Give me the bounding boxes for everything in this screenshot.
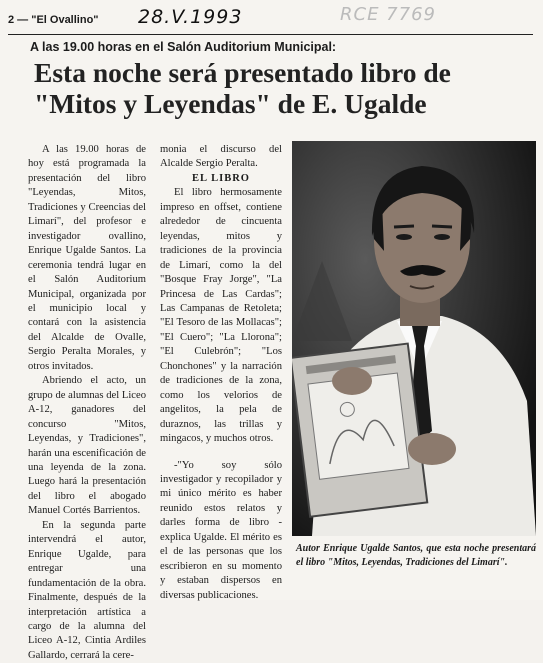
paragraph: El libro hermosamente impreso en offset, contiene alrededor de cincuenta leyendas, mitos y tradiciones de la provincia de Limarí, como la del "Bosque Fray Jorge", "La Princesa de Las Cardas"; Las Campanas de Retoleta; "El Tesoro de las Mollacas"; "El Cuero"; "La Llorona"; "El Culebrón"; "Los Chonchones" y la narración de tradiciones de la zona, como los velorios de angelitos, la pela de duraznos, las trillas y mingacos, y muchos otros. [160, 187, 282, 445]
text-column-2 [160, 143, 282, 603]
text-column-1 [28, 143, 146, 663]
handwritten-archive-code: RCE 7769 [340, 4, 436, 25]
paragraph: En la segunda parte intervendrá el autor, Enrique Ugalde, para entregar una fundamentación de la obra. Finalmente, después de la interpretación artística a cargo de la alumna del Liceo A-12, Cintia Ardiles Gallardo, cerrará la cere- [28, 519, 146, 661]
article-headline: Esta noche será presentado libro de "Mitos y Leyendas" de E. Ugalde [34, 57, 451, 119]
photo-caption: Autor Enrique Ugalde Santos, que esta noche presentará el libro "Mitos, Leyendas, Tradiciones del Limarí". [296, 543, 536, 568]
author-photo [292, 141, 536, 536]
paragraph: -"Yo soy sólo investigador y recopilador y mi único mérito es haber reunido estos relatos y darles forma de libro -explica Ugalde. El mérito es el de las personas que los escribieron en su momento y estaban dispersos en diversas publicaciones. [160, 459, 282, 601]
section-subhead: EL LIBRO [192, 172, 250, 184]
header-rule [8, 34, 533, 35]
author-photo-illustration [292, 141, 536, 536]
paragraph: monia el discurso del Alcalde Sergio Peralta. [160, 144, 282, 170]
paragraph: A las 19.00 horas de hoy está programada la presentación del libro "Leyendas, Mitos, Tradiciones y Creencias del Limarí", del profesor e investigador ovallino, Enrique Ugalde Santos. La ceremonia tendrá lugar en el Salón Auditorium Municipal, organizada por el municipio local y contará con la asistencia del Alcalde de Ovalle, Sergio Peralta Morales, y otros invitados. [28, 144, 146, 372]
page-label: 2 — "El Ovallino" [8, 14, 99, 26]
paragraph: Abriendo el acto, un grupo de alumnas del Liceo A-12, ganadores del concurso "Mitos, Leyendas, y Tradiciones", harán una escenificación de una leyenda de la zona. Luego hará la presentación del libro el abogado Manuel Cortés Barrientos. [28, 375, 146, 517]
handwritten-date: 28.V.1993 [138, 6, 243, 28]
article-kicker: A las 19.00 horas en el Salón Auditorium Municipal: [30, 40, 337, 54]
